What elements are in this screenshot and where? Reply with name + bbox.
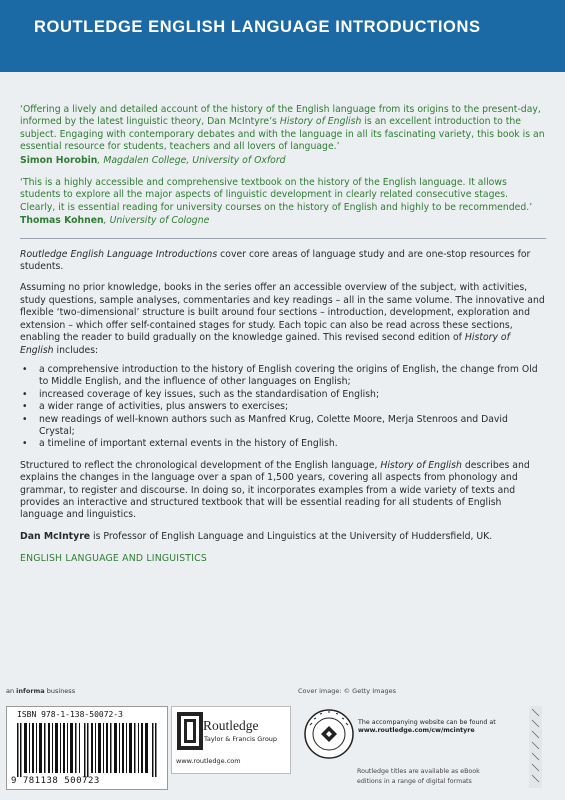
isbn-number: ISBN 978-1-138-50072-3 <box>17 710 123 719</box>
routledge-logo-icon <box>177 712 203 750</box>
review-quote-2 <box>20 177 546 228</box>
publisher-name: Routledge <box>203 718 259 733</box>
review-quote-1-attribution: Simon Horobin, Magdalen College, University of Oxford <box>20 154 286 166</box>
review-quote-2-text: ‘This is a highly accessible and comprehensive textbook on the history of the English language. It allows students to explore all the major aspects of linguistic development in clearly related consecutive stages. Clearly, it is essential reading for university courses on the history of English and highly to be recommended.’ <box>20 177 533 213</box>
author-bio: Dan McIntyre is Professor of English Language and Linguistics at the University of Huddersfield, UK. <box>20 530 493 542</box>
companion-url: www.routledge.com/cw/mcintyre <box>358 727 475 734</box>
routledge-logo-box <box>171 706 291 774</box>
summary-paragraph: Structured to reflect the chronological development of the English language, History of English describes and explains the changes in the language over a span of 1,500 years, covering all aspects from phonology and grammar, to register and discourse. In doing so, it incorporates examples from a wide variety of texts and provides an interactive and structured textbook that will be essential reading for all students of English language and linguistics. <box>20 459 530 521</box>
series-title: ROUTLEDGE ENGLISH LANGUAGE INTRODUCTIONS <box>34 18 481 36</box>
features-list-item: • a timeline of important external events in the history of English. <box>20 438 546 450</box>
companion-website-badge-icon <box>304 709 354 759</box>
back-cover-content <box>20 104 546 566</box>
review-quote-1-text: ‘Offering a lively and detailed account of the history of the English language from its origins to the present-day, informed by the latest linguistic theory, Dan McIntyre’s History of English is an excellent introduction to the subject. Engaging with contemporary debates and with the language in all its fascinating variety, this book is an essential resource for students, teachers and all lovers of language.’ <box>20 104 545 153</box>
publisher-group: Taylor & Francis Group <box>204 735 278 743</box>
review-quote-2-attribution: Thomas Kohnen, University of Cologne <box>20 215 210 227</box>
series-intro-paragraph: Routledge English Language Introductions cover core areas of language study and are one-stop resources for students. <box>20 248 531 273</box>
informa-business-label: an informa business <box>6 687 76 695</box>
barcode-number: 9 781138 500723 <box>11 776 100 786</box>
structure-paragraph: Assuming no prior knowledge, books in the series offer an accessible overview of the subject, with activities, study questions, sample analyses, commentaries and key readings – all in the same volume. The innovative and flexible ‘two-dimensional’ structure is built around four sections – introduction, development, exploration and extension – which offer self-contained stages for study. Each topic can also be read across these sections, enabling the reader to build gradually on the knowledge gained. This revised second edition of History of English includes: <box>20 282 545 356</box>
features-list-item: • new readings of well-known authors such as Manfred Krug, Colette Moore, Merja Stenroos and David Crystal; <box>20 414 546 439</box>
series-header-band <box>0 0 565 72</box>
side-graphic-strip <box>529 706 542 788</box>
review-quote-1 <box>20 104 546 167</box>
features-list-item: • a comprehensive introduction to the history of English covering the origins of English, the change from Old to Middle English, and the influence of other languages on English; <box>20 364 546 389</box>
features-list-item: • a wider range of activities, plus answers to exercises; <box>20 401 546 413</box>
cover-image-credit: Cover image: © Getty Images <box>298 687 396 695</box>
isbn-barcode <box>6 706 168 790</box>
companion-website-text <box>358 719 496 735</box>
features-list <box>20 364 546 451</box>
subject-category: ENGLISH LANGUAGE AND LINGUISTICS <box>20 553 207 565</box>
section-divider <box>20 238 546 239</box>
companion-line: The accompanying website can be found at <box>358 719 496 726</box>
features-list-item: • increased coverage of key issues, such as the standardisation of English; <box>20 389 546 401</box>
ebook-availability-text: Routledge titles are available as eBook editions in a range of digital formats <box>357 768 480 785</box>
barcode-bars-icon <box>15 723 159 777</box>
book-description <box>20 249 546 566</box>
publisher-url: www.routledge.com <box>176 757 241 765</box>
